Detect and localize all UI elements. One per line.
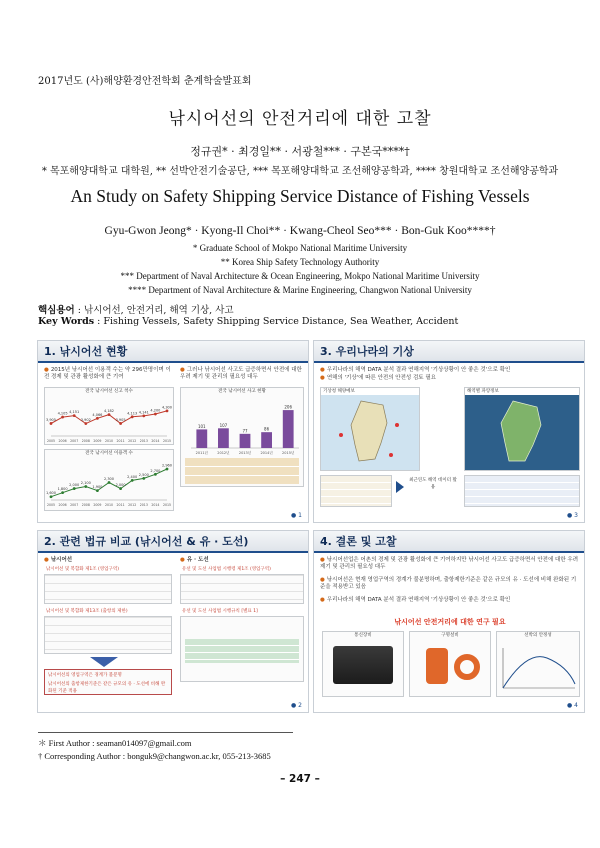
slide-2-title: 2. 관련 법규 비교 (낚시어선 & 유 · 도선) xyxy=(38,531,308,553)
tick-label: 2007 xyxy=(70,439,79,443)
data-label: 3,905 xyxy=(45,417,57,422)
slide-4-bullet-1: ● 낚시어선업은 어촌의 경제 및 관광 활성화에 큰 기여하지만 낚시어선 사고도 급증하면서 안전에 대한 우려 제기 및 관리의 필요성 대두 xyxy=(320,557,579,570)
chart-passengers-title: 전국 낚시어선 이용객 수 xyxy=(85,451,133,456)
tick-label: 2015 xyxy=(162,503,172,507)
weather-arrow-label: 최근연도 해역 데이터 활용 xyxy=(409,478,457,490)
weather-table-left xyxy=(320,475,392,507)
tick-label: 2012 xyxy=(128,503,137,507)
affiliations-korean: * 목포해양대학교 대학원, ** 선박안전기술공단, *** 목포해양대학교 조선해양공학과, **** 창원대학교 조선해양공학과 xyxy=(41,166,559,177)
reg-box-right-2 xyxy=(180,616,304,682)
image-stability xyxy=(496,631,580,697)
tick-label: 2011 xyxy=(116,503,125,507)
bar-value-label: 86 xyxy=(264,426,270,432)
tick-label: 2008 xyxy=(81,503,90,507)
slide-4-page: ● 4 xyxy=(567,702,578,709)
data-point xyxy=(154,473,157,476)
reg-table xyxy=(185,639,299,663)
chart-accidents-title: 전국 낚시어선 사고 현황 xyxy=(218,389,266,394)
category-label: 2014년 xyxy=(260,451,273,455)
tick-label: 2006 xyxy=(58,503,67,507)
slide-3-bullet-1: ● 우리나라의 해역 DATA 분석 결과 연해지역 '기상상황이 안 좋은 것'으로 확인 xyxy=(320,367,511,373)
data-point xyxy=(50,422,53,425)
data-point xyxy=(50,495,53,498)
reg-box-right-1 xyxy=(180,574,304,604)
data-label: 4,200 xyxy=(150,408,161,413)
data-point xyxy=(166,468,169,471)
chart-passengers xyxy=(44,449,174,511)
image-lifesaving-label: 구명설비 xyxy=(441,633,459,638)
data-label: 3,902 xyxy=(80,418,91,423)
reg-box-left-2 xyxy=(44,616,172,654)
footnote-divider xyxy=(38,732,293,733)
keywords-korean: 핵심용어 : 낚시어선, 안전거리, 해역 기상, 사고 xyxy=(38,305,234,316)
reg-conclusion-2: 낚시어선의 출항제한기준은 같은 규모의 유 · 도선에 비해 완화된 기준 적용 xyxy=(48,682,166,694)
life-ring-icon xyxy=(454,654,480,680)
slide-2-col-left: ● 낚시어선 xyxy=(44,557,73,563)
tick-label: 2011 xyxy=(116,439,125,443)
data-label: 4,113 xyxy=(127,411,138,416)
data-label: 2,500 xyxy=(138,472,149,477)
tick-label: 2009 xyxy=(93,503,102,507)
bar xyxy=(240,434,251,448)
conference-name: 2017년도 (사)해양환경안전학회 춘계학술발표회 xyxy=(38,76,252,87)
reg-conclusion-box xyxy=(44,669,172,695)
bar xyxy=(283,410,294,448)
chart-vessel-count-svg xyxy=(45,396,173,444)
weather-map-right xyxy=(464,387,580,471)
affiliation-en-4: **** Department of Naval Architecture & Marine Engineering, Changwon National University xyxy=(128,285,472,295)
slide-4-bullet-3: ● 우리나라의 해역 DATA 분석 결과 연해지역 '기상상황이 안 좋은 것'으로 확인 xyxy=(320,597,511,603)
data-point xyxy=(119,422,122,425)
data-point xyxy=(166,409,169,412)
chart-accidents-svg xyxy=(181,396,303,456)
data-point xyxy=(154,413,157,416)
slide-1-fishing-vessel-status xyxy=(37,340,309,523)
title-english: An Study on Safety Shipping Service Distance of Fishing Vessels xyxy=(70,186,530,206)
slide-1-bullet-left: ● 2015년 낚시어선 이용객 수는 약 296만명이며 이전 경제 및 관광 활성화에 큰 기여 xyxy=(44,367,171,380)
reg-box-left-1 xyxy=(44,574,172,604)
slide-2-sub-left-1: 낚시어선 및 복합화 제1조 (영업구역) xyxy=(46,567,119,572)
tick-label: 2013 xyxy=(139,503,148,507)
bar-value-label: 206 xyxy=(284,404,293,410)
slide-2-sub-right-1: 유선 및 도선 사업법 시행령 제1조 (영업구역) xyxy=(182,567,271,572)
weather-map-left xyxy=(320,387,420,471)
arrow-down-icon xyxy=(90,657,118,667)
data-label: 2,100 xyxy=(80,481,91,486)
footnote-corresponding-author: † Corresponding Author : bonguk9@changwon.ac.kr, 055-213-3685 xyxy=(38,751,271,761)
slide-1-title: 1. 낚시어선 현황 xyxy=(38,341,308,363)
image-stability-label: 선박의 안정성 xyxy=(524,633,552,638)
data-label: 2,400 xyxy=(127,474,138,479)
slide-2-sub-left-2: 낚시어선 및 복합화 제13조 (출항의 제한) xyxy=(46,609,128,614)
chart-passengers-svg xyxy=(45,458,173,508)
data-point xyxy=(73,487,76,490)
slide-2-sub-right-2: 유선 및 도선 사업법 시행규칙 [별표 1] xyxy=(182,609,258,614)
data-label: 1,900 xyxy=(92,485,103,490)
tick-label: 2006 xyxy=(58,439,67,443)
slide-2-page: ● 2 xyxy=(291,702,302,709)
slide-3-page: ● 3 xyxy=(567,512,578,519)
tick-label: 2005 xyxy=(46,503,56,507)
tick-label: 2009 xyxy=(93,439,102,443)
tick-label: 2014 xyxy=(151,503,160,507)
affiliation-en-1: * Graduate School of Mokpo National Maritime University xyxy=(192,243,408,253)
authors-korean: 정규권* · 최경일** · 서광철*** · 구본국****† xyxy=(190,145,410,158)
reg-conclusion-1: 낚시어선의 영업구역은 경계가 불분명 xyxy=(48,673,122,678)
tick-label: 2013 xyxy=(139,439,148,443)
category-label: 2013년 xyxy=(238,451,252,455)
bar-value-label: 107 xyxy=(219,422,228,428)
weather-map-right-label: 해역별 파랑정보 xyxy=(465,388,579,395)
accident-table xyxy=(185,458,299,484)
data-label: 2,000 xyxy=(115,483,126,488)
data-point xyxy=(96,489,99,492)
life-jacket-icon xyxy=(426,648,448,684)
image-communication xyxy=(322,631,404,697)
data-label: 1,600 xyxy=(45,491,57,496)
data-label: 2,300 xyxy=(103,476,115,481)
tick-label: 2012 xyxy=(128,439,137,443)
image-lifesaving xyxy=(409,631,491,697)
slide-1-page: ● 1 xyxy=(291,512,302,519)
data-label: 2,700 xyxy=(150,468,161,473)
chart-vessel-count xyxy=(44,387,174,445)
tick-label: 2005 xyxy=(46,439,56,443)
data-point xyxy=(96,417,99,420)
data-point xyxy=(61,416,64,419)
bar xyxy=(218,428,229,448)
korea-map-left-icon xyxy=(321,395,419,469)
bar xyxy=(196,429,207,448)
data-point xyxy=(142,415,145,418)
bar-value-label: 77 xyxy=(242,428,248,434)
data-label: 3,905 xyxy=(115,417,126,422)
weather-map-left-label: 기상청 해양예보 xyxy=(321,388,419,395)
page-number: – 247 – xyxy=(280,773,320,785)
keywords-english: Key Words : Fishing Vessels, Safety Shipping Service Distance, Sea Weather, Accident xyxy=(38,316,459,327)
slide-3-bullet-2: ● 연해의 '기상'에 따른 안전의 안전성 검토 필요 xyxy=(320,375,436,381)
bar xyxy=(261,432,272,448)
tick-label: 2015 xyxy=(162,439,172,443)
korea-map-right-icon xyxy=(465,395,579,469)
authors-english: Gyu-Gwon Jeong* · Kyong-Il Choi** · Kwang-Cheol Seo*** · Bon-Guk Koo****† xyxy=(104,225,496,237)
data-point xyxy=(142,477,145,480)
slide-3-weather xyxy=(313,340,585,523)
weather-table-right xyxy=(464,475,580,507)
data-point xyxy=(84,485,87,488)
bar-value-label: 101 xyxy=(197,423,206,429)
data-point xyxy=(84,422,87,425)
title-korean: 낚시어선의 안전거리에 대한 고찰 xyxy=(168,109,432,129)
tick-label: 2010 xyxy=(104,503,114,507)
data-point xyxy=(119,487,122,490)
slide-4-title: 4. 결론 및 고찰 xyxy=(314,531,584,553)
tick-label: 2008 xyxy=(81,439,90,443)
slide-4-conclusion xyxy=(313,530,585,713)
data-label: 4,105 xyxy=(57,411,68,416)
stability-curve-icon xyxy=(497,644,579,694)
tick-label: 2014 xyxy=(151,439,160,443)
data-label: 1,800 xyxy=(57,487,68,492)
data-label: 4,151 xyxy=(69,410,80,415)
chart-vessel-count-title: 전국 낚시어선 신고 척수 xyxy=(85,389,133,394)
data-point xyxy=(131,479,134,482)
slide-3-title: 3. 우리나라의 기상 xyxy=(314,341,584,363)
data-point xyxy=(108,481,111,484)
category-label: 2015년 xyxy=(282,451,295,455)
category-label: 2011년 xyxy=(195,451,208,455)
arrow-right-icon xyxy=(396,481,404,493)
data-point xyxy=(73,414,76,417)
data-label: 4,066 xyxy=(92,412,103,417)
tick-label: 2010 xyxy=(104,439,114,443)
data-point xyxy=(108,413,111,416)
radio-device-icon xyxy=(333,646,393,684)
chart-accidents xyxy=(180,387,304,487)
slide-2-regulations xyxy=(37,530,309,713)
slide-4-highlight: 낚시어선 안전거리에 대한 연구 필요 xyxy=(394,618,506,626)
slide-2-col-right: ● 유 · 도선 xyxy=(180,557,209,563)
footnote-first-author: ＊ First Author : seaman014097@gmail.com xyxy=(38,738,192,748)
data-point xyxy=(61,491,64,494)
data-point xyxy=(131,415,134,418)
image-communication-label: 통신장비 xyxy=(354,633,372,638)
tick-label: 2007 xyxy=(70,503,79,507)
affiliation-en-3: *** Department of Naval Architecture & Ocean Engineering, Mokpo National Maritime University xyxy=(120,271,480,281)
data-label: 4,300 xyxy=(161,405,173,410)
affiliation-en-2: ** Korea Ship Safety Technology Authority xyxy=(220,257,380,267)
data-label: 4,141 xyxy=(138,410,149,415)
slide-4-bullet-2: ● 낚시어선은 현재 영업구역의 경계가 불분명하며, 출항제한기준은 같은 규모의 유 · 도선에 비해 완화된 기준을 적용받고 있음 xyxy=(320,577,577,590)
data-label: 2,000 xyxy=(69,483,80,488)
slide-1-bullet-right: ● 그러나 낚시어선 사고도 급증하면서 안전에 대한 우려 제기 및 관리의 필요성 대두 xyxy=(180,367,302,380)
category-label: 2012년 xyxy=(217,451,230,455)
data-label: 2,960 xyxy=(161,463,173,468)
data-label: 4,182 xyxy=(103,409,115,414)
